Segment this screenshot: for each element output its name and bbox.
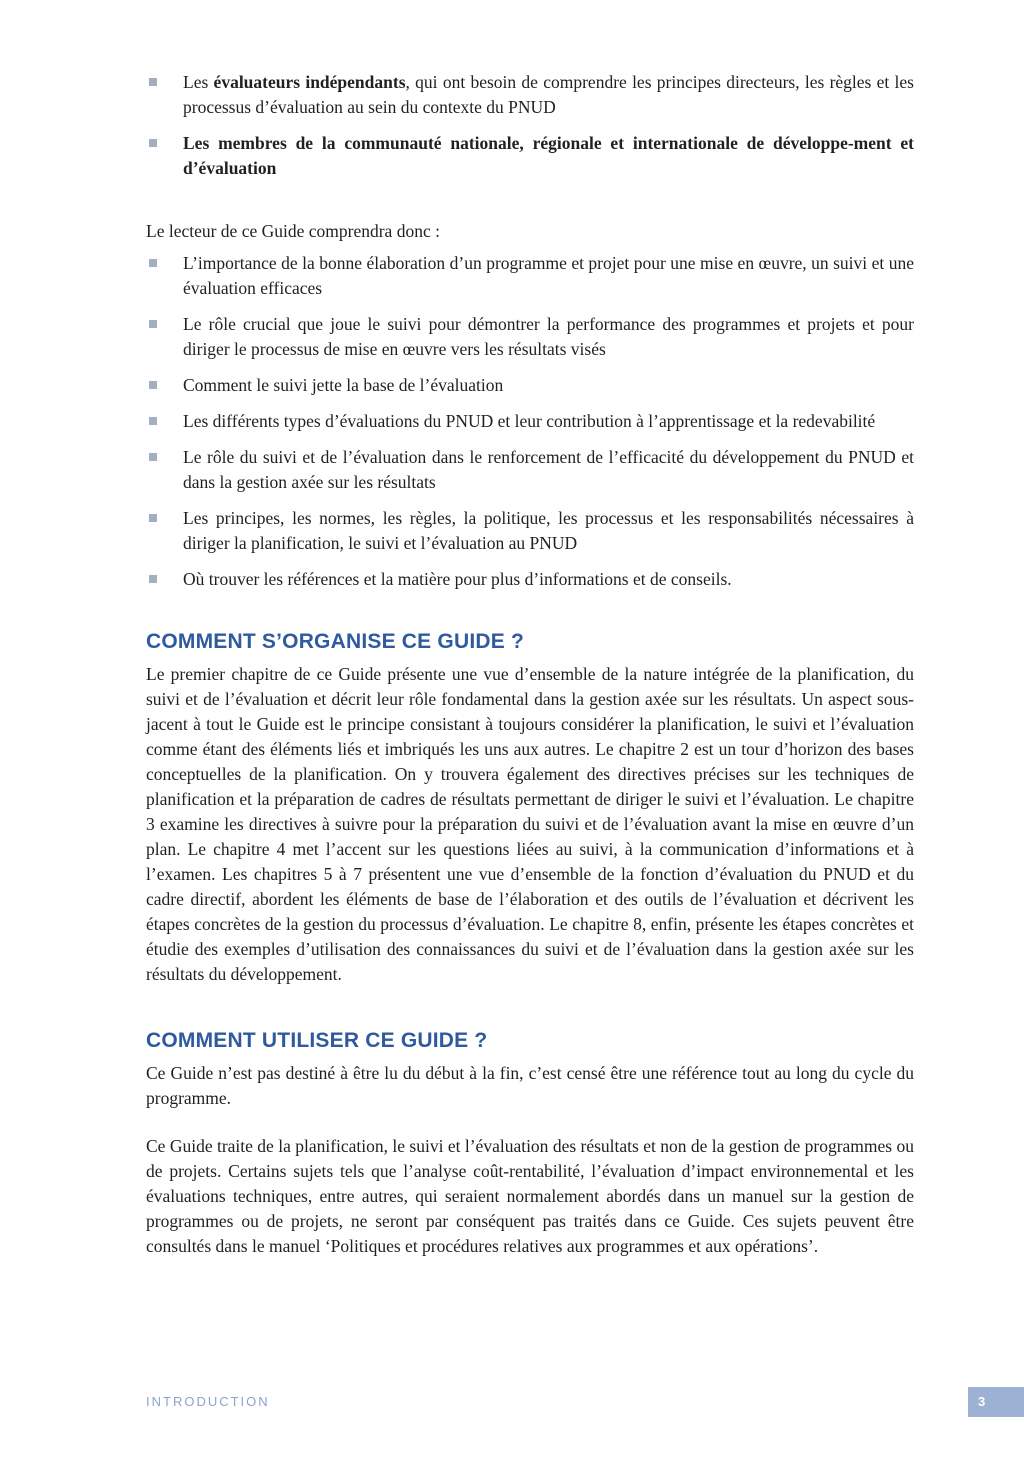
section-heading-organisation: COMMENT S’ORGANISE CE GUIDE ? <box>146 630 524 653</box>
audience-list <box>146 70 914 181</box>
reader-list <box>146 251 914 592</box>
list-item-text: Le rôle du suivi et de l’évaluation dans le renforcement de l’efficacité du développement du PNUD et dans la gestion axée sur les résultats <box>183 447 914 492</box>
square-bullet-icon <box>149 417 157 425</box>
list-item-text: Où trouver les références et la matière pour plus d’informations et de conseils. <box>183 569 732 589</box>
list-item-text: Les <box>183 72 214 92</box>
reader-intro: Le lecteur de ce Guide comprendra donc : <box>146 221 440 241</box>
square-bullet-icon <box>149 259 157 267</box>
list-item-bold-text: Les membres de la communauté nationale, régionale et internationale de développe-ment et d’évaluation <box>183 133 914 178</box>
list-item-bold-text: évaluateurs indépendants <box>213 72 406 92</box>
list-item <box>146 445 914 495</box>
section-paragraph: Ce Guide traite de la planification, le suivi et l’évaluation des résultats et non de la gestion de programmes ou de projets. Certains sujets tels que l’analyse coût-rentabilité, l’évaluation d’impact environnemental et les évaluations techniques, entre autres, qui seraient normalement abordés dans un manuel sur la gestion de programmes ou de projets, ne seront par conséquent pas traités dans ce Guide. Ces sujets peuvent être consultés dans le manuel ‘Politiques et procédures relatives aux programmes et aux opérations’. <box>146 1136 914 1256</box>
section-paragraph: Le premier chapitre de ce Guide présente une vue d’ensemble de la nature intégrée de la planification, du suivi et de l’évaluation et décrit leur rôle fondamental dans la gestion axée sur les résultats. Un aspect sous-jacent à tout le Guide est le principe consistant à toujours considérer la planification, le suivi et l’évaluation comme étant des éléments liés et imbriqués les uns aux autres. Le chapitre 2 est un tour d’horizon des bases conceptuelles de la planification. On y trouvera également des directives précises sur les techniques de planification et la préparation de cadres de résultats permettant de diriger le suivi et l’évaluation. Le chapitre 3 examine les directives à suivre pour la préparation du suivi et de l’évaluation avant la mise en œuvre d’un plan. Le chapitre 4 met l’accent sur les questions liées au suivi, à la communication d’informations et à l’examen. Les chapitres 5 à 7 présentent une vue d’ensemble de la fonction d’évaluation du PNUD et du cadre directif, abordent les éléments de base de l’élaboration et des outils de l’évaluation et décrivent les étapes concrètes de la gestion du processus d’évaluation. Le chapitre 8, enfin, présente les étapes concrètes et étudie des exemples d’utilisation des connaissances du suivi et de l’évaluation dans la gestion axée sur les résultats du développement. <box>146 664 914 984</box>
section-paragraph: Ce Guide n’est pas destiné à être lu du début à la fin, c’est censé être une référence tout au long du cycle du programme. <box>146 1063 914 1108</box>
list-item <box>146 373 914 398</box>
list-item <box>146 251 914 301</box>
list-item <box>146 70 914 120</box>
square-bullet-icon <box>149 453 157 461</box>
list-item <box>146 409 914 434</box>
list-item-text: Comment le suivi jette la base de l’évaluation <box>183 375 504 395</box>
footer-section-label: INTRODUCTION <box>146 1394 270 1409</box>
list-item <box>146 312 914 362</box>
list-item-text: Le rôle crucial que joue le suivi pour démontrer la performance des programmes et projets et pour diriger le processus de mise en œuvre vers les résultats visés <box>183 314 914 359</box>
list-item-text: Les différents types d’évaluations du PNUD et leur contribution à l’apprentissage et la redevabilité <box>183 411 876 431</box>
square-bullet-icon <box>149 139 157 147</box>
page-content <box>146 70 914 1259</box>
list-item <box>146 131 914 181</box>
square-bullet-icon <box>149 78 157 86</box>
square-bullet-icon <box>149 320 157 328</box>
list-item <box>146 506 914 556</box>
square-bullet-icon <box>149 381 157 389</box>
square-bullet-icon <box>149 575 157 583</box>
section-heading-usage: COMMENT UTILISER CE GUIDE ? <box>146 1029 488 1052</box>
list-item <box>146 567 914 592</box>
list-item-text: , qui ont besoin de comprendre les principes directeurs, les règles et les processus d’évaluation au sein du contexte du PNUD <box>183 72 914 117</box>
list-item-text: L’importance de la bonne élaboration d’un programme et projet pour une mise en œuvre, un suivi et une évaluation efficaces <box>183 253 914 298</box>
square-bullet-icon <box>149 514 157 522</box>
page-number-box <box>968 1387 1024 1417</box>
page-number: 3 <box>978 1394 986 1409</box>
list-item-text: Les principes, les normes, les règles, la politique, les processus et les responsabilités nécessaires à diriger la planification, le suivi et l’évaluation au PNUD <box>183 508 914 553</box>
